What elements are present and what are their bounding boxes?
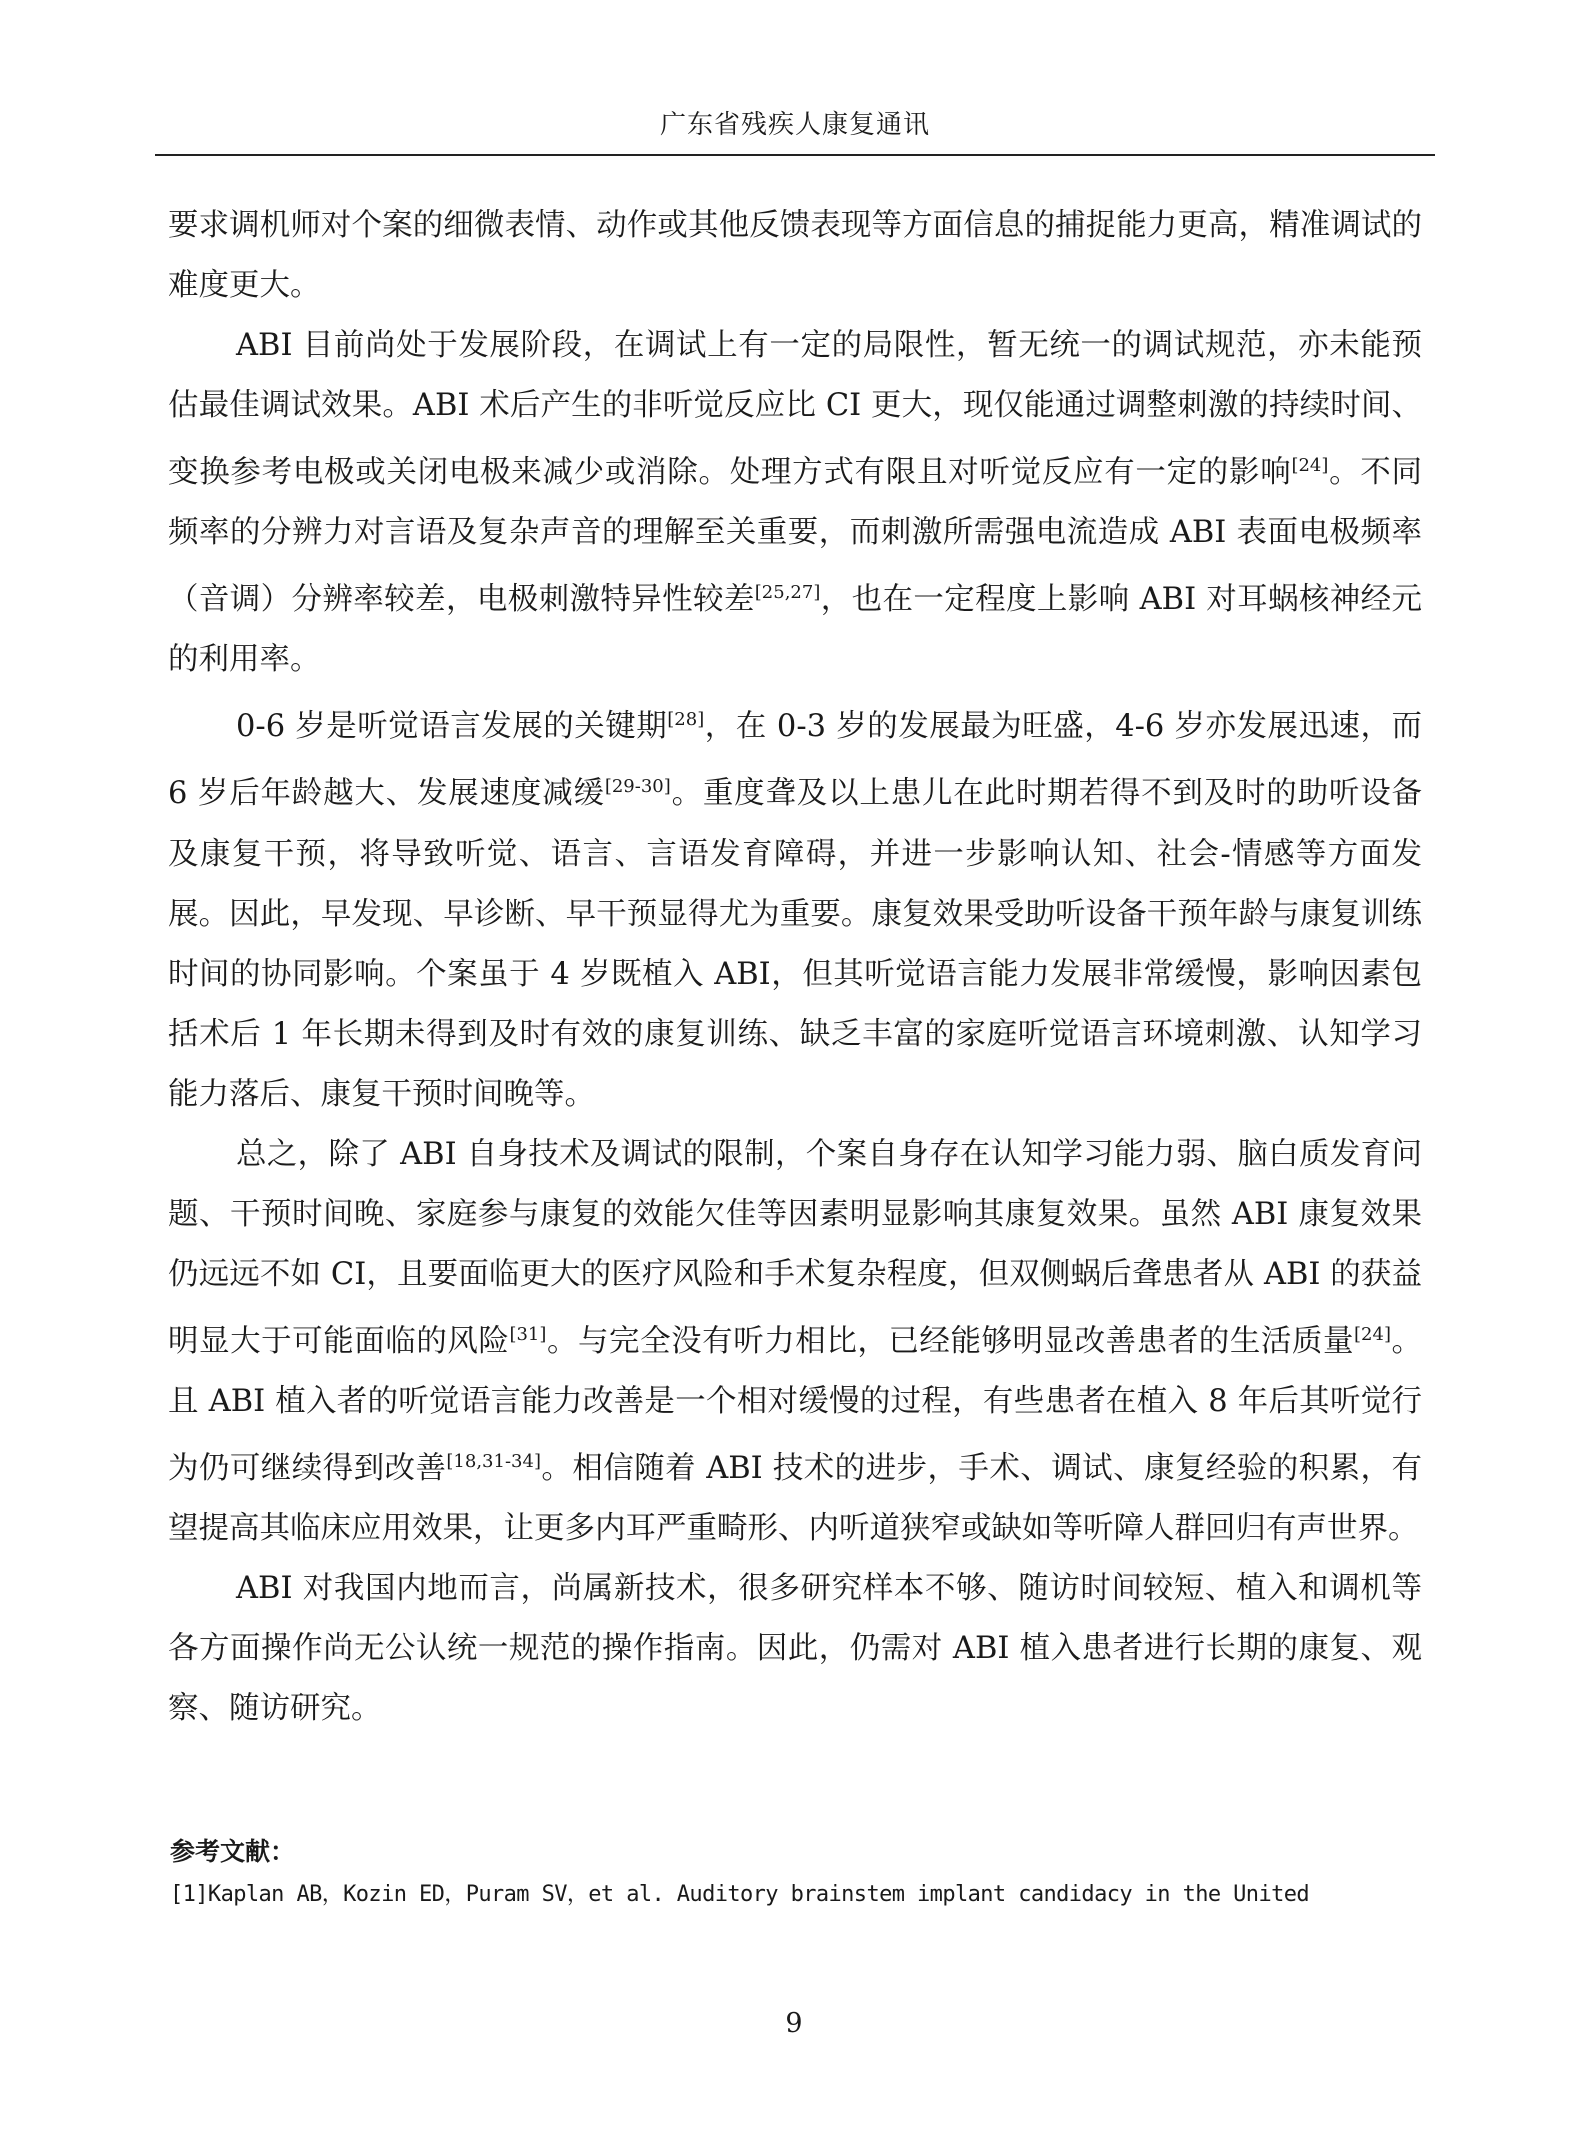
paragraph-critical-period (168, 690, 1422, 1124)
paragraph-continuation: 要求调机师对个案的细微表情、动作或其他反馈表现等方面信息的捕捉能力更高，精准调试的难度更大。 (168, 208, 1422, 303)
paragraph-abi-limitations (168, 316, 1422, 690)
text-segment: ，在 0-3 岁的发展最为旺盛，4-6 岁亦发展迅速，而 6 岁后年龄越大、发展速度减缓 (168, 709, 1422, 812)
header-divider (155, 154, 1435, 156)
citation-24: [24] (1291, 455, 1329, 476)
reference-item: [1]Kaplan AB，Kozin ED，Puram SV，et al. Auditory brainstem implant candidacy in the United (170, 1882, 1310, 1907)
text-segment: 。重度聋及以上患儿在此时期若得不到及时的助听设备及康复干预，将导致听觉、语言、言语发育障碍，并进一步影响认知、社会-情感等方面发展。因此，早发现、早诊断、早干预显得尤为重要。康复效果受助听设备干预年龄与康复训练时间的协同影响。个案虽于 4 岁既植入 ABI，但其听觉语言能力发展非常缓慢，影响因素包括术后 1 年长期未得到及时有效的康复训练、缺乏丰富的家庭听觉语言环境刺激、认知学习能力落后、康复干预时间晚等。 (168, 776, 1422, 1112)
text-segment: 总之，除了 ABI 自身技术及调试的限制，个案自身存在认知学习能力弱、脑白质发育问题、干预时间晚、家庭参与康复的效能欠佳等因素明显影响其康复效果。虽然 ABI 康复效果仍远远不如 CI，且要面临更大的医疗风险和手术复杂程度，但双侧蜗后聋患者从 ABI 的获益明显大于可能面临的风险 (168, 1136, 1422, 1359)
citation-18-31-34: [18,31-34] (446, 1450, 541, 1472)
paragraph-conclusion: ABI 对我国内地而言，尚属新技术，很多研究样本不够、随访时间较短、植入和调机等各方面操作尚无公认统一规范的操作指南。因此，仍需对 ABI 植入患者进行长期的康复、观察、随访研究。 (168, 1570, 1422, 1726)
journal-title: 广东省残疾人康复通讯 (659, 110, 930, 140)
text-segment: 。且 ABI 植入者的听觉语言能力改善是一个相对缓慢的过程，有些患者在植入 8 年后其听觉行为仍可继续得到改善 (168, 1323, 1423, 1486)
citation-31: [31] (509, 1323, 547, 1345)
citation-28: [28] (667, 709, 705, 731)
article-body (168, 196, 1422, 1739)
citation-24: [24] (1354, 1323, 1391, 1345)
citation-29-30: [29-30] (604, 776, 671, 798)
text-segment: ABI 目前尚处于发展阶段，在调试上有一定的局限性，暂无统一的调试规范，亦未能预估最佳调试效果。ABI 术后产生的非听觉反应比 CI 更大，现仅能通过调整刺激的持续时间、变换参考电极或关闭电极来减少或消除。处理方式有限且对听觉反应有一定的影响 (168, 328, 1422, 491)
citation-25-27: [25,27] (754, 582, 821, 604)
text-segment: 。相信随着 ABI 技术的进步，手术、调试、康复经验的积累，有望提高其临床应用效果，让更多内耳严重畸形、内听道狭窄或缺如等听障人群回归有声世界。 (168, 1450, 1422, 1546)
references-heading: 参考文献： (170, 1837, 296, 1866)
paragraph-summary (168, 1125, 1422, 1559)
text-segment: ，也在一定程度上影响 ABI 对耳蜗核神经元的利用率。 (168, 582, 1422, 678)
text-segment: 。不同频率的分辨力对言语及复杂声音的理解至关重要，而刺激所需强电流造成 ABI 表面电极频率（音调）分辨率较差，电极刺激特异性较差 (168, 455, 1423, 618)
text-segment: 。与完全没有听力相比，已经能够明显改善患者的生活质量 (546, 1323, 1355, 1359)
text-segment: 0-6 岁是听觉语言发展的关键期 (236, 709, 668, 745)
page-number: 9 (785, 2008, 803, 2039)
